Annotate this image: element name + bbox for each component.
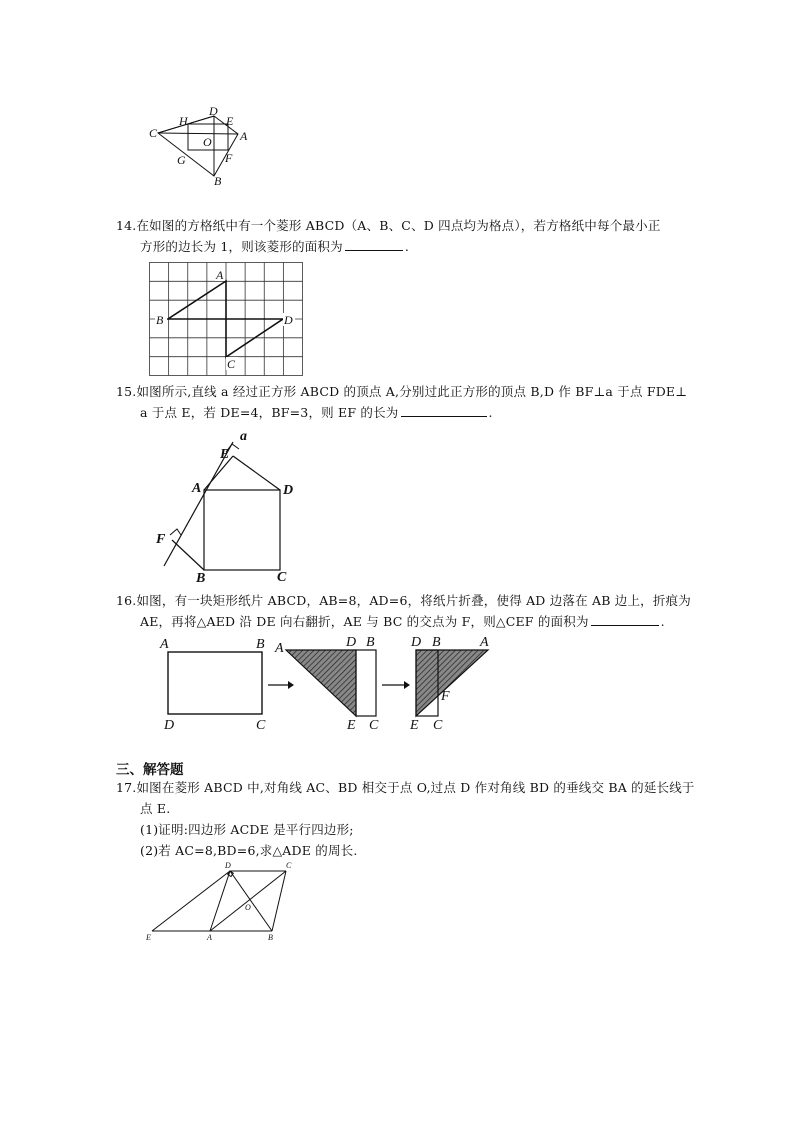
q14-label-a: A (216, 268, 224, 282)
q14-label-b: B (156, 313, 164, 327)
q13-label-g: G (177, 153, 186, 167)
q16-fig3-label-b: B (432, 635, 441, 650)
q15-label-e: E (220, 447, 230, 462)
q15-number: 15. (116, 384, 137, 399)
q13-label-h: H (179, 114, 188, 128)
q16-fig1-label-b: B (256, 637, 265, 652)
q16-text-line2: AE，再将△AED 沿 DE 向右翻折，AE 与 BC 的交点为 F，则△CEF 的面积为 (140, 614, 589, 629)
q14-figure (149, 262, 303, 376)
q15-label-d: D (283, 483, 294, 498)
q17-text-line1: 如图在菱形 ABCD 中,对角线 AC、BD 相交于点 O,过点 D 作对角线 BD 的垂线交 BA 的延长线于 (136, 780, 695, 795)
q16-fig1-label-c: C (256, 718, 266, 733)
q17-label-c: C (286, 861, 292, 870)
q13-label-d: D (209, 104, 218, 118)
question-15 (116, 381, 702, 423)
q16-text-line1: 如图，有一块矩形纸片 ABCD，AB=8，AD=6，将纸片折叠，使得 AD 边落在 AB 边上，折痕为 (136, 593, 691, 608)
q17-label-o: O (245, 903, 251, 912)
q14-period: . (404, 239, 410, 254)
q16-period: . (660, 614, 665, 629)
section-title: 三、解答题 (116, 762, 184, 778)
q16-fig2-label-c: C (369, 718, 379, 733)
q13-label-o: O (203, 135, 212, 149)
q13-label-e: E (226, 114, 234, 128)
q13-label-c: C (149, 126, 158, 140)
q14-answer-blank[interactable] (345, 238, 403, 251)
q17-label-d: D (225, 861, 231, 870)
q17-label-a: A (207, 933, 212, 942)
q15-label-b: B (196, 571, 206, 586)
q14-label-c: C (227, 357, 236, 371)
q13-label-a: A (240, 129, 248, 143)
q15-label-f: F (156, 532, 166, 547)
q16-fig2-label-d: D (346, 635, 357, 650)
q14-text-line2: 方形的边长为 1，则该菱形的面积为 (140, 239, 343, 254)
q16-fig2-label-b: B (366, 635, 375, 650)
q13-label-b: B (214, 174, 222, 188)
q17-label-e: E (146, 933, 151, 942)
q15-answer-blank[interactable] (401, 404, 487, 417)
q15-figure (150, 428, 310, 586)
q17-text-line2: 点 E. (140, 801, 171, 816)
q17-figure (144, 858, 304, 944)
q17-part-1: (1)证明:四边形 ACDE 是平行四边形; (140, 822, 354, 837)
q16-fig3-label-c: C (433, 718, 443, 733)
q15-text-line1: 如图所示,直线 a 经过正方形 ABCD 的顶点 A,分别过此正方形的顶点 B,D 作 BF⊥a 于点 FDE⊥ (136, 384, 688, 399)
q16-fig2-label-a: A (275, 641, 284, 656)
question-14 (116, 215, 702, 257)
q16-fig3-label-f: F (441, 689, 450, 704)
q16-fig1-label-a: A (160, 637, 169, 652)
question-16 (116, 590, 702, 632)
q13-label-f: F (225, 151, 233, 165)
q16-fig1-label-d: D (164, 718, 175, 733)
q15-period: . (488, 405, 493, 420)
question-17 (116, 777, 702, 861)
q15-label-a: A (192, 481, 202, 496)
q16-figure (160, 634, 500, 734)
q14-label-d: D (284, 313, 293, 327)
q16-number: 16. (116, 593, 137, 608)
q15-text-line2: a 于点 E，若 DE=4，BF=3，则 EF 的长为 (140, 405, 399, 420)
q14-number: 14. (116, 218, 137, 233)
q16-fig3-label-d: D (411, 635, 422, 650)
q15-label-c: C (277, 570, 287, 585)
q17-number: 17. (116, 780, 137, 795)
q13-figure (148, 104, 258, 186)
q14-text-line1: 在如图的方格纸中有一个菱形 ABCD（A、B、C、D 四点均为格点），若方格纸中每个最小正 (136, 218, 661, 233)
q16-answer-blank[interactable] (591, 613, 659, 626)
q17-part-2: (2)若 AC=8,BD=6,求△ADE 的周长. (140, 843, 358, 858)
q15-label-a-line: a (240, 429, 247, 444)
q17-label-b: B (268, 933, 273, 942)
q16-fig2-label-e: E (347, 718, 356, 733)
q16-fig3-label-a: A (480, 635, 489, 650)
q16-fig3-label-e: E (410, 718, 419, 733)
